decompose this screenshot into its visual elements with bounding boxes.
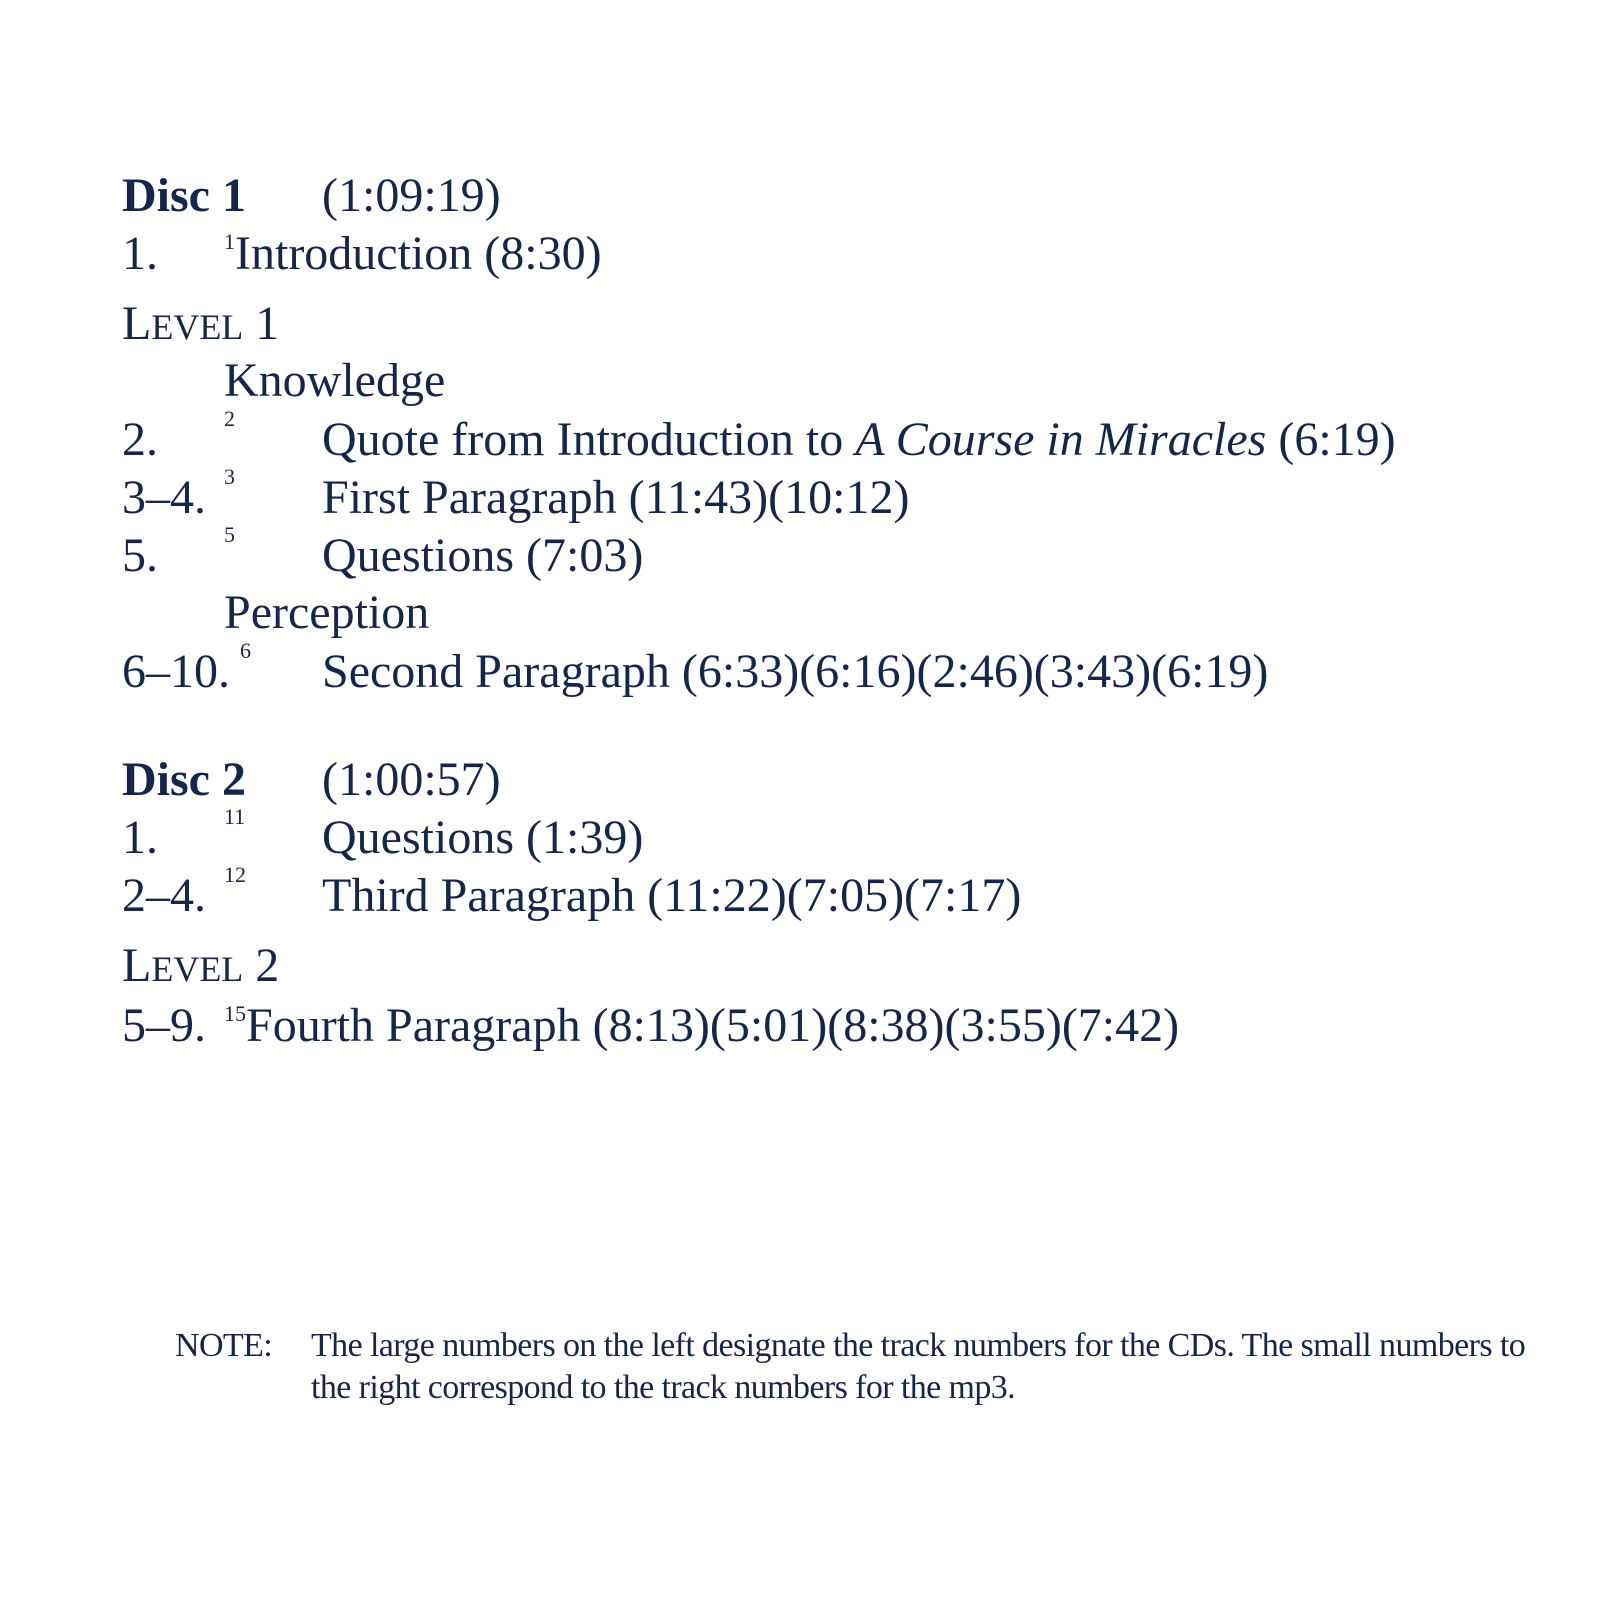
track-title [322, 412, 1396, 468]
book-title: A Course in Miracles [855, 413, 1267, 466]
note-text: The large numbers on the left designate the track numbers for the CDs. The small numbers to the right correspond to the track numbers for the mp3. [311, 1327, 1526, 1406]
disc1-label: Disc 1 [122, 169, 246, 222]
track-number: 6–10. [122, 645, 230, 698]
track-number: 5. [122, 529, 158, 582]
level-1-rest: EVEL [151, 307, 244, 347]
track-title: Fourth Paragraph (8:13)(5:01)(8:38)(3:55)(7:42) [246, 999, 1180, 1052]
track-number: 3–4. [122, 471, 206, 524]
track-title: Second Paragraph (6:33)(6:16)(2:46)(3:43)(6:19) [322, 645, 1269, 698]
track-number: 5–9. [122, 999, 206, 1052]
mp3-track-number: 2 [224, 406, 235, 431]
level-2-rest: EVEL [151, 949, 244, 989]
disc1-time: (1:09:19) [322, 169, 501, 222]
intro-title-group [224, 226, 602, 282]
level-2-initial: L [122, 939, 152, 992]
knowledge-label: Knowledge [224, 354, 446, 407]
track-number: 2. [122, 413, 158, 466]
mp3-track-number: 3 [224, 464, 235, 489]
track-title-suffix: (6:19) [1266, 413, 1396, 466]
track-number: 1. [122, 811, 158, 864]
mp3-track-number: 1 [224, 229, 235, 254]
level-1-initial: L [122, 297, 152, 350]
note-label: NOTE: [175, 1327, 273, 1364]
perception-label: Perception [224, 586, 430, 639]
track-title: First Paragraph (11:43)(10:12) [322, 471, 910, 524]
disc2-label: Disc 2 [122, 753, 246, 806]
track-title: Questions (1:39) [322, 811, 644, 864]
mp3-track-number: 15 [224, 1001, 246, 1026]
mp3-track-number: 11 [224, 804, 246, 829]
mp3-track-number: 12 [224, 862, 246, 887]
track-title: Introduction (8:30) [235, 227, 602, 280]
level-1-number: 1 [243, 297, 280, 350]
level-2-number: 2 [243, 939, 280, 992]
disc2-time: (1:00:57) [322, 753, 501, 806]
track-number: 2–4. [122, 869, 206, 922]
track-title: Third Paragraph (11:22)(7:05)(7:17) [322, 869, 1022, 922]
track-number: 1. [122, 227, 158, 280]
track-title: Questions (7:03) [322, 529, 644, 582]
mp3-track-number: 5 [224, 522, 235, 547]
mp3-track-number: 6 [240, 638, 251, 663]
track-5-9-title-group [224, 998, 1179, 1054]
track-title-prefix: Quote from Introduction to [322, 413, 856, 466]
